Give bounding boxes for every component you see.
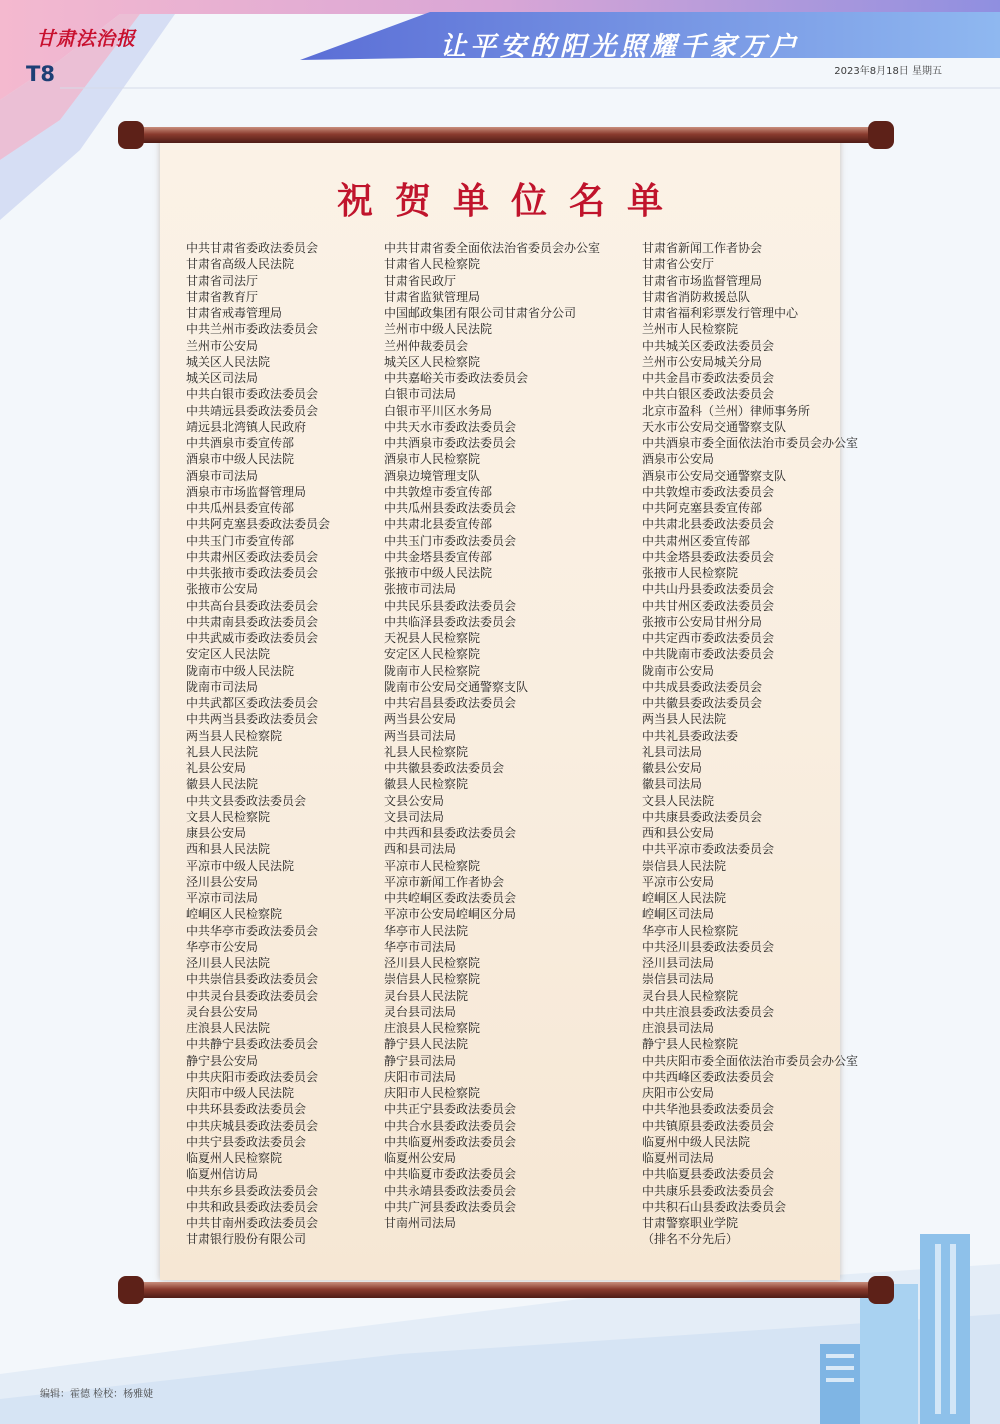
organization-item: 中共庆城县委政法委员会 <box>186 1118 319 1133</box>
organization-item: 中共泾川县委政法委员会 <box>642 939 775 954</box>
organization-item: 甘肃省人民检察院 <box>384 257 481 272</box>
organization-item: 中共成县委政法委员会 <box>642 679 763 694</box>
organization-item: 华亭市人民法院 <box>384 923 469 938</box>
organization-item: 中共崆峒区委政法委员会 <box>384 891 517 905</box>
organization-item: 中共肃州区委政法委员会 <box>186 549 319 564</box>
organization-item: 中共山丹县委政法委员会 <box>642 582 775 597</box>
organization-item: 张掖市公安局 <box>186 582 259 597</box>
organization-item: 中共金塔县委宣传部 <box>384 549 493 564</box>
organization-item: 中共天水市委政法委员会 <box>384 419 517 434</box>
organization-item: 礼县公安局 <box>186 761 247 775</box>
organization-item: 中共西和县委政法委员会 <box>384 826 517 840</box>
organization-item: 中共徽县委政法委员会 <box>384 761 505 775</box>
organization-item: 静宁县司法局 <box>384 1053 457 1068</box>
organization-item: 中共肃北县委政法委员会 <box>642 517 775 532</box>
organization-item: 甘肃省公安厅 <box>642 257 715 272</box>
organization-item: 泾川县公安局 <box>186 874 259 889</box>
organization-item: 中共康乐县委政法委员会 <box>642 1183 775 1198</box>
organization-item: 中共两当县委政法委员会 <box>186 712 319 727</box>
organization-item: 礼县人民法院 <box>186 744 259 759</box>
organization-item: 中共宕昌县委政法委员会 <box>384 696 517 710</box>
organization-item: 安定区人民检察院 <box>384 647 481 662</box>
organization-item: 酒泉市人民检察院 <box>384 452 481 467</box>
organization-item: 华亭市人民检察院 <box>642 923 739 938</box>
organization-item: 城关区人民检察院 <box>384 354 481 369</box>
organization-item: 白银市平川区水务局 <box>384 403 493 418</box>
organization-item: 兰州市中级人民法院 <box>384 322 493 337</box>
organization-item: 酒泉边境管理支队 <box>384 468 481 483</box>
organization-item: 中共敦煌市委政法委员会 <box>642 484 775 499</box>
organization-item: 甘南州司法局 <box>384 1216 457 1230</box>
organization-item: 白银市司法局 <box>384 387 457 402</box>
organization-item: 崆峒区人民检察院 <box>186 907 283 922</box>
organization-item: 甘肃省教育厅 <box>186 289 259 304</box>
organization-item: 泾川县人民法院 <box>186 956 271 970</box>
organization-item: 中共武威市委政法委员会 <box>186 631 319 645</box>
organization-item: 两当县人民法院 <box>642 712 727 727</box>
weekday-text: 星期五 <box>912 66 942 77</box>
organization-item: 两当县司法局 <box>384 728 457 743</box>
organization-item: 华亭市司法局 <box>384 939 457 954</box>
organization-item: 文县司法局 <box>384 809 445 824</box>
organization-item: 临夏州司法局 <box>642 1151 715 1165</box>
organization-item: 西和县司法局 <box>384 842 457 857</box>
organization-item: 泾川县人民检察院 <box>384 956 481 970</box>
organization-item: 兰州仲裁委员会 <box>384 338 469 353</box>
organization-item: 天祝县人民检察院 <box>384 631 481 645</box>
organization-item: 两当县公安局 <box>384 712 457 727</box>
organization-item: 城关区人民法院 <box>186 354 271 369</box>
organization-item: 甘肃省福利彩票发行管理中心 <box>642 306 799 320</box>
organization-item: 中共玉门市委政法委员会 <box>384 533 517 548</box>
organization-item: 中共庄浪县委政法委员会 <box>642 1004 775 1019</box>
date-text: 2023年8月18日 <box>834 66 909 77</box>
organization-item: 中共华亭市委政法委员会 <box>186 923 319 938</box>
organization-item: 中共临夏市委政法委员会 <box>384 1167 517 1182</box>
list-title: 祝贺单位名单 <box>336 180 685 222</box>
organization-item: 靖远县北湾镇人民政府 <box>186 419 307 434</box>
organization-item: 中共临夏州委政法委员会 <box>384 1134 517 1149</box>
organization-item: 甘肃银行股份有限公司 <box>186 1232 307 1247</box>
organization-item: 中共甘南州委政法委员会 <box>186 1216 319 1230</box>
organization-item: 甘肃省高级人民法院 <box>186 257 295 272</box>
organization-item: 陇南市人民检察院 <box>384 663 481 678</box>
organization-item: 张掖市司法局 <box>384 582 457 597</box>
organization-item: 中共崇信县委政法委员会 <box>186 972 319 987</box>
organization-item: 崇信县人民法院 <box>642 858 727 873</box>
organization-item: 中共甘肃省委全面依法治省委员会办公室 <box>384 241 601 255</box>
organization-item: 中共临夏县委政法委员会 <box>642 1167 775 1182</box>
organization-item: 中共合水县委政法委员会 <box>384 1118 517 1133</box>
organization-item: 平凉市司法局 <box>186 891 259 905</box>
organization-item: 中共酒泉市委宣传部 <box>186 436 295 450</box>
organization-item: 中共积石山县委政法委员会 <box>642 1199 787 1214</box>
organization-item: 陇南市中级人民法院 <box>186 663 295 678</box>
organization-item: 灵台县公安局 <box>186 1004 259 1019</box>
organization-item: 崆峒区人民法院 <box>642 891 727 905</box>
organization-item: 中共兰州市委政法委员会 <box>186 322 319 337</box>
organization-item: 中共文县委政法委员会 <box>186 793 307 808</box>
organization-item: 甘肃省新闻工作者协会 <box>642 241 763 255</box>
organization-item: 甘肃警察职业学院 <box>642 1216 739 1230</box>
organization-item: 中共西峰区委政法委员会 <box>642 1069 775 1084</box>
organization-item: 中共环县委政法委员会 <box>186 1102 307 1117</box>
organization-item: 酒泉市公安局 <box>642 452 715 467</box>
organization-item: 中共白银区委政法委员会 <box>642 387 775 402</box>
organization-column-3 <box>642 240 858 1248</box>
organization-item: 礼县人民检察院 <box>384 744 469 759</box>
organization-item: 兰州市公安局城关分局 <box>642 354 763 369</box>
organization-item: 中共城关区委政法委员会 <box>642 338 775 353</box>
organization-item: 文县人民法院 <box>642 793 715 808</box>
organization-item: 中共瓜州县委政法委员会 <box>384 501 517 515</box>
organization-item: 静宁县人民检察院 <box>642 1037 739 1052</box>
organization-item: 安定区人民法院 <box>186 647 271 662</box>
organization-column-2 <box>384 240 600 1231</box>
organization-item: 甘肃省司法厅 <box>186 273 259 288</box>
organization-item: 张掖市中级人民法院 <box>384 566 493 580</box>
organization-item: 灵台县人民法院 <box>384 988 469 1003</box>
organization-item: 城关区司法局 <box>186 371 259 385</box>
ranking-note: （排名不分先后） <box>642 1232 739 1247</box>
organization-item: 中共酒泉市委全面依法治市委员会办公室 <box>642 436 859 450</box>
organization-item: 中共酒泉市委政法委员会 <box>384 436 517 450</box>
organization-item: 中共永靖县委政法委员会 <box>384 1183 517 1198</box>
organization-item: 甘肃省消防救援总队 <box>642 289 751 304</box>
organization-item: 西和县人民法院 <box>186 842 271 857</box>
organization-item: 中共甘州区委政法委员会 <box>642 598 775 613</box>
organization-item: 中共张掖市委政法委员会 <box>186 566 319 580</box>
organization-item: 泾川县司法局 <box>642 956 715 970</box>
organization-item: 庆阳市中级人民法院 <box>186 1086 295 1100</box>
organization-item: 中共华池县委政法委员会 <box>642 1102 775 1117</box>
organization-item: 中共和政县委政法委员会 <box>186 1199 319 1214</box>
organization-item: 天水市公安局交通警察支队 <box>642 419 787 434</box>
organization-item: 庄浪县人民检察院 <box>384 1021 481 1035</box>
organization-item: 中共肃北县委宣传部 <box>384 517 493 532</box>
organization-item: 崇信县司法局 <box>642 972 715 987</box>
organization-item: 甘肃省民政厅 <box>384 273 457 288</box>
organization-item: 中共定西市委政法委员会 <box>642 631 775 645</box>
organization-item: 中共广河县委政法委员会 <box>384 1199 517 1214</box>
organization-item: 中共靖远县委政法委员会 <box>186 403 319 418</box>
organization-item: 华亭市公安局 <box>186 939 259 954</box>
organization-item: 中共阿克塞县委政法委员会 <box>186 517 331 532</box>
organization-item: 临夏州信访局 <box>186 1167 259 1182</box>
organization-item: 北京市盈科（兰州）律师事务所 <box>642 403 811 418</box>
organization-item: 酒泉市市场监督管理局 <box>186 484 307 499</box>
organization-item: 庆阳市司法局 <box>384 1069 457 1084</box>
organization-item: 中国邮政集团有限公司甘肃省分公司 <box>384 306 577 320</box>
organization-item: 酒泉市中级人民法院 <box>186 452 295 467</box>
organization-item: 甘肃省戒毒管理局 <box>186 306 283 320</box>
organization-item: 文县人民检察院 <box>186 809 271 824</box>
scroll-rod-bottom <box>118 1270 894 1310</box>
page-slogan: 让平安的阳光照耀千家万户 <box>440 32 801 62</box>
organization-item: 中共肃南县委政法委员会 <box>186 614 319 629</box>
organization-item: 两当县人民检察院 <box>186 728 283 743</box>
organization-item: 庄浪县人民法院 <box>186 1021 271 1035</box>
organization-item: 中共民乐县委政法委员会 <box>384 598 517 613</box>
organization-item: 陇南市司法局 <box>186 679 259 694</box>
organization-item: 临夏州人民检察院 <box>186 1151 283 1165</box>
organization-item: 陇南市公安局交通警察支队 <box>384 679 529 694</box>
organization-item: 中共正宁县委政法委员会 <box>384 1102 517 1117</box>
organization-item: 西和县公安局 <box>642 826 715 840</box>
organization-item: 中共甘肃省委政法委员会 <box>186 241 319 255</box>
organization-item: 中共宁县委政法委员会 <box>186 1134 307 1149</box>
organization-item: 庄浪县司法局 <box>642 1021 715 1035</box>
organization-item: 中共武都区委政法委员会 <box>186 696 319 710</box>
organization-item: 中共敦煌市委宣传部 <box>384 484 493 499</box>
organization-item: 平凉市公安局崆峒区分局 <box>384 907 517 922</box>
organization-item: 临夏州中级人民法院 <box>642 1134 751 1149</box>
organization-item: 兰州市人民检察院 <box>642 322 739 337</box>
organization-item: 中共庆阳市委全面依法治市委员会办公室 <box>642 1053 859 1068</box>
organization-item: 中共陇南市委政法委员会 <box>642 647 775 662</box>
organization-item: 灵台县人民检察院 <box>642 988 739 1003</box>
organization-item: 酒泉市司法局 <box>186 468 259 483</box>
organization-item: 中共徽县委政法委员会 <box>642 696 763 710</box>
organization-item: 中共阿克塞县委宣传部 <box>642 501 763 515</box>
organization-item: 康县公安局 <box>186 826 247 840</box>
organization-item: 中共金塔县委政法委员会 <box>642 549 775 564</box>
organization-item: 中共庆阳市委政法委员会 <box>186 1069 319 1084</box>
organization-item: 中共静宁县委政法委员会 <box>186 1037 319 1052</box>
organization-item: 庆阳市公安局 <box>642 1086 715 1100</box>
organization-item: 中共白银市委政法委员会 <box>186 387 319 402</box>
editor-credit: 编辑：霍德 检校：杨雅婕 <box>40 1389 154 1400</box>
organization-item: 中共金昌市委政法委员会 <box>642 371 775 385</box>
scroll-rod-top <box>118 115 894 155</box>
organization-item: 甘肃省监狱管理局 <box>384 289 481 304</box>
organization-item: 酒泉市公安局交通警察支队 <box>642 468 787 483</box>
organization-item: 中共高台县委政法委员会 <box>186 598 319 613</box>
organization-item: 崆峒区司法局 <box>642 907 715 922</box>
organization-item: 徽县公安局 <box>642 761 703 775</box>
organization-item: 平凉市人民检察院 <box>384 858 481 873</box>
organization-item: 兰州市公安局 <box>186 338 259 353</box>
publication-date <box>834 62 942 77</box>
organization-item: 礼县司法局 <box>642 744 703 759</box>
organization-item: 灵台县司法局 <box>384 1004 457 1019</box>
organization-item: 中共嘉峪关市委政法委员会 <box>384 371 529 385</box>
organization-item: 张掖市人民检察院 <box>642 566 739 580</box>
organization-item: 甘肃省市场监督管理局 <box>642 273 763 288</box>
organization-item: 中共玉门市委宣传部 <box>186 533 295 548</box>
organization-item: 平凉市中级人民法院 <box>186 858 295 873</box>
organization-item: 中共镇原县委政法委员会 <box>642 1118 775 1133</box>
organization-item: 中共灵台县委政法委员会 <box>186 988 319 1003</box>
organization-item: 文县公安局 <box>384 793 445 808</box>
organization-item: 中共平凉市委政法委员会 <box>642 842 775 857</box>
organization-item: 徽县人民检察院 <box>384 777 469 792</box>
organization-item: 庆阳市人民检察院 <box>384 1086 481 1100</box>
organization-item: 中共东乡县委政法委员会 <box>186 1183 319 1198</box>
organization-item: 崇信县人民检察院 <box>384 972 481 987</box>
organization-item: 中共康县委政法委员会 <box>642 809 763 824</box>
organization-item: 中共瓜州县委宣传部 <box>186 501 295 515</box>
organization-item: 徽县司法局 <box>642 777 703 792</box>
page-number: T8 <box>26 62 55 86</box>
organization-item: 中共肃州区委宣传部 <box>642 533 751 548</box>
organization-column-1 <box>186 240 330 1248</box>
organization-item: 静宁县人民法院 <box>384 1037 469 1052</box>
organization-item: 平凉市公安局 <box>642 874 715 889</box>
organization-item: 陇南市公安局 <box>642 663 715 678</box>
organization-item: 徽县人民法院 <box>186 777 259 792</box>
organization-item: 中共礼县委政法委 <box>642 728 739 743</box>
organization-item: 临夏州公安局 <box>384 1151 457 1165</box>
organization-item: 静宁县公安局 <box>186 1053 259 1068</box>
newspaper-logo: 甘肃法治报 <box>36 28 137 50</box>
organization-item: 张掖市公安局甘州分局 <box>642 614 763 629</box>
organization-item: 中共临泽县委政法委员会 <box>384 614 517 629</box>
organization-item: 平凉市新闻工作者协会 <box>384 874 505 889</box>
